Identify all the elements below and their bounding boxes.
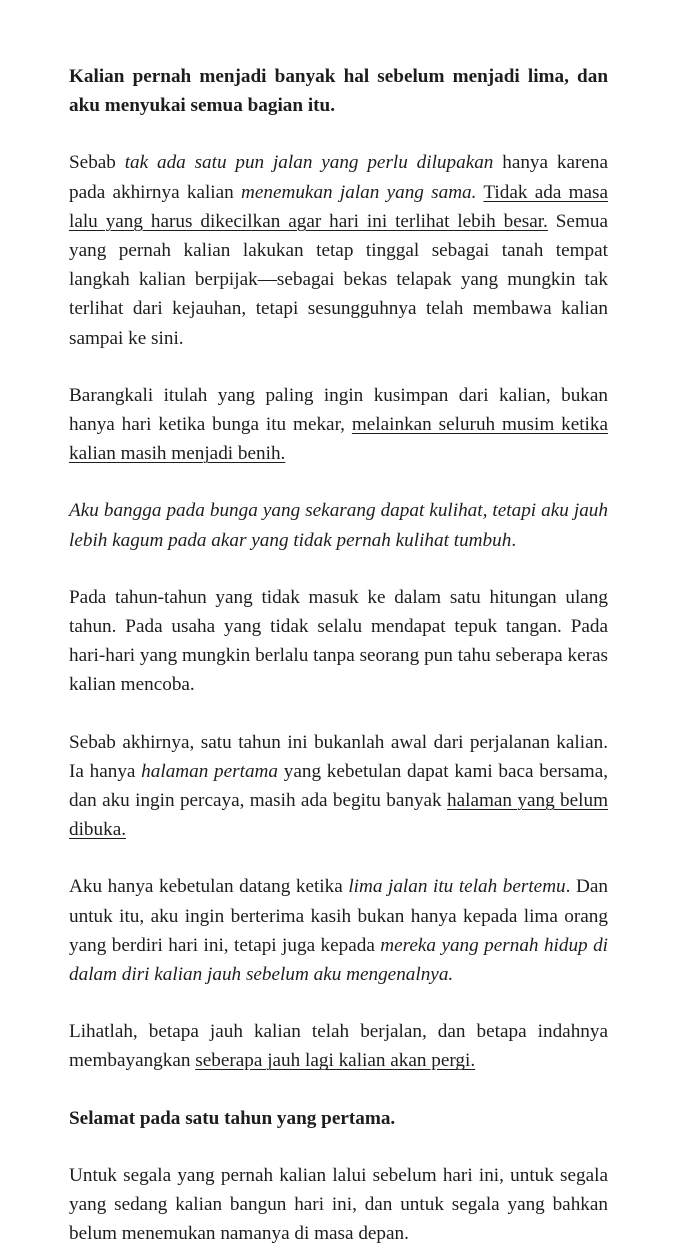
p2-text-1: Sebab — [69, 152, 125, 174]
paragraph-7 — [69, 872, 608, 989]
opening-heading: Kalian pernah menjadi banyak hal sebelum menjadi lima, dan aku menyukai semua bagian itu. — [69, 66, 608, 117]
p8-underline-1: seberapa jauh lagi kalian akan pergi. — [195, 1050, 476, 1072]
p6-underline-1: halaman yang belum dibuka. — [69, 790, 609, 841]
paragraph-10: Untuk segala yang pernah kalian lalui sebelum hari ini, untuk segala yang sedang kalian bangun hari ini, dan untuk segala yang bahkan belum menemukan namanya di masa depan. — [69, 1164, 608, 1245]
p3-underline-1: melainkan seluruh musim ketika kalian masih menjadi benih. — [69, 414, 608, 465]
p7-italic-1: lima jalan itu telah bertemu — [348, 876, 566, 898]
closing-heading: Selamat pada satu tahun yang pertama. — [69, 1107, 396, 1129]
p6-text-2: yang kebetulan dapat kami baca bersama, dan aku ingin percaya, masih ada begitu banyak — [69, 760, 609, 812]
p6-italic-1: halaman pertama — [141, 760, 279, 782]
p6-text-1: Sebab akhirnya, satu tahun ini bukanlah awal dari perjalanan kalian. Ia hanya — [69, 731, 608, 782]
p3-text-1: Barangkali itulah yang paling ingin kusimpan dari kalian, bukan hanya hari ketika bunga itu mekar, — [69, 384, 608, 436]
p7-text-1: Aku hanya kebetulan datang ketika — [69, 876, 349, 898]
p4-period: . — [511, 529, 517, 551]
paragraph-4 — [69, 496, 608, 554]
p8-text-1: Lihatlah, betapa jauh kalian telah berjalan, dan betapa indahnya membayangkan — [69, 1021, 608, 1072]
p2-italic-2: menemukan jalan yang sama. — [241, 181, 477, 203]
paragraph-8 — [69, 1017, 608, 1075]
paragraph-5: Pada tahun-tahun yang tidak masuk ke dalam satu hitungan ulang tahun. Pada usaha yang tidak selalu mendapat tepuk tangan. Pada hari-hari yang mungkin berlalu tanpa seorang pun tahu seberapa keras kalian mencoba. — [69, 586, 608, 696]
p7-text-2: . Dan untuk itu, aku ingin berterima kasih bukan hanya kepada lima orang yang berdiri hari ini, tetapi juga kepada — [69, 876, 608, 956]
paragraph-6 — [69, 728, 608, 845]
p7-italic-2: mereka yang pernah hidup di dalam diri kalian jauh sebelum aku mengenalnya. — [69, 934, 608, 986]
p2-text-4: Semua yang pernah kalian lakukan tetap tinggal sebagai tanah tempat langkah kalian berpijak—sebagai bekas telapak yang mungkin tak terlihat dari kejauhan, tetapi sesungguhnya telah membawa kalian sampai ke sini. — [69, 210, 608, 349]
p2-text-2: hanya karena pada akhirnya kalian — [69, 152, 608, 203]
paragraph-3 — [69, 381, 608, 469]
p4-italic-text: Aku bangga pada bunga yang sekarang dapat kulihat, tetapi aku jauh lebih kagum pada akar yang tidak pernah kulihat tumbuh — [69, 500, 608, 551]
p2-italic-1: tak ada satu pun jalan yang perlu dilupakan — [124, 152, 494, 174]
paragraph-2 — [69, 148, 608, 352]
p2-underline-1: Tidak ada masa lalu yang harus dikecilkan agar hari ini terlihat lebih besar. — [69, 181, 609, 232]
